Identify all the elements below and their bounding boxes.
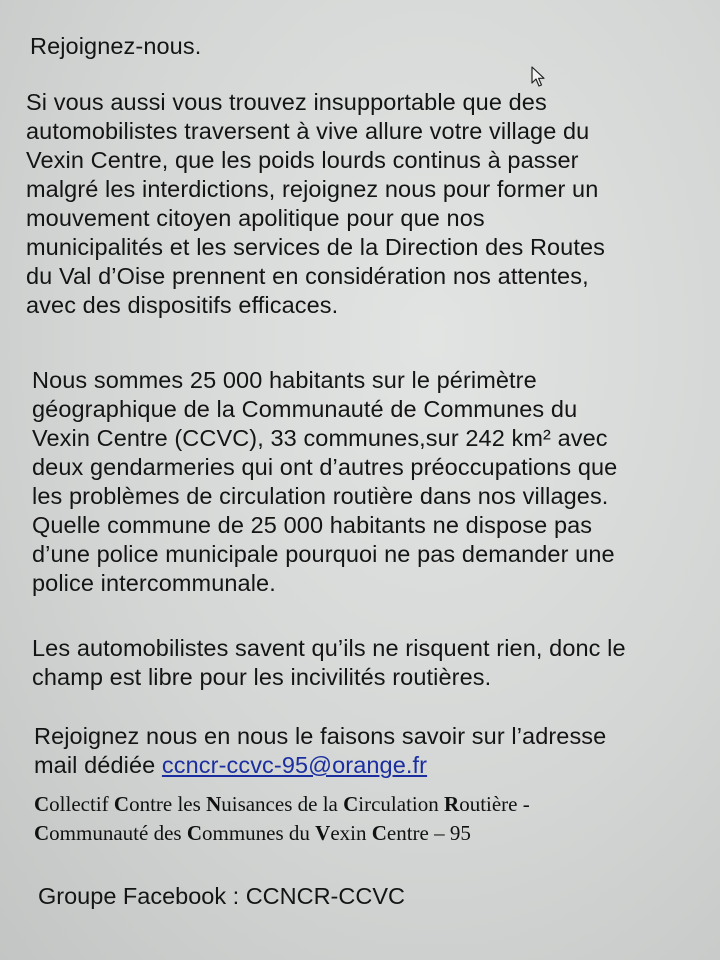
signature-initial: C [343, 792, 359, 816]
paragraph-2-line: Nous sommes 25 000 habitants sur le périmètre [32, 367, 537, 393]
paragraph-2-line: Vexin Centre (CCVC), 33 communes,sur 242 km² avec [32, 425, 608, 451]
signature-initial: N [206, 792, 222, 816]
greeting-text: Rejoignez-nous. [30, 33, 202, 59]
mouse-pointer-icon [531, 66, 547, 88]
signature-word: ontre les [129, 792, 207, 816]
signature-initial: V [315, 821, 331, 845]
signature-initial: C [371, 821, 387, 845]
signature-block [34, 790, 530, 848]
signature-word: outière - [459, 792, 530, 816]
paragraph-1-line: malgré les interdictions, rejoignez nous pour former un [26, 176, 599, 202]
signature-initial: C [34, 792, 50, 816]
paragraph-2-line: géographique de la Communauté de Communes du [32, 396, 578, 422]
paragraph-1 [26, 88, 605, 320]
signature-word: ommunes du [201, 821, 316, 845]
paragraph-1-line: du Val d’Oise prennent en considération nos attentes, [26, 263, 589, 289]
paragraph-2-line: police intercommunale. [32, 570, 276, 596]
paragraph-1-line: Si vous aussi vous trouvez insupportable que des [26, 89, 547, 115]
email-prefix: mail dédiée [34, 752, 162, 778]
signature-initial: C [186, 821, 202, 845]
paragraph-2-line: d’une police municipale pourquoi ne pas demander une [32, 541, 615, 567]
paragraph-1-line: mouvement citoyen apolitique pour que nos [26, 205, 485, 231]
paragraph-3 [32, 634, 626, 692]
signature-word: irculation [358, 792, 445, 816]
signature-word: ollectif [49, 792, 114, 816]
paragraph-4 [34, 722, 606, 780]
paragraph-2 [32, 366, 617, 598]
signature-initial: C [113, 792, 130, 816]
signature-word: uisances de la [221, 792, 344, 816]
paragraph-1-line: avec des dispositifs efficaces. [26, 292, 339, 318]
signature-word: entre – 95 [386, 821, 471, 845]
paragraph-1-line: automobilistes traversent à vive allure votre village du [26, 118, 590, 144]
signature-initial: C [34, 821, 50, 845]
facebook-group-line: Groupe Facebook : CCNCR-CCVC [38, 883, 405, 909]
email-link[interactable]: ccncr-ccvc-95@orange.fr [161, 752, 428, 778]
paragraph-2-line: les problèmes de circulation routière dans nos villages. [32, 483, 609, 509]
signature-word: exin [330, 821, 372, 845]
signature-line-1 [34, 790, 530, 819]
signature-line-2 [34, 819, 530, 848]
paragraph-1-line: municipalités et les services de la Direction des Routes [26, 234, 605, 260]
greeting-line [30, 32, 201, 61]
paragraph-4-line: Rejoignez nous en nous le faisons savoir sur l’adresse [34, 723, 607, 749]
signature-initial: R [444, 792, 460, 816]
signature-word: ommunauté des [49, 821, 187, 845]
paragraph-3-line: Les automobilistes savent qu’ils ne risquent rien, donc le [32, 635, 626, 661]
paragraph-3-line: champ est libre pour les incivilités routières. [32, 664, 492, 690]
paragraph-1-line: Vexin Centre, que les poids lourds continus à passer [26, 147, 579, 173]
paragraph-4-line [34, 751, 606, 780]
paragraph-2-line: deux gendarmeries qui ont d’autres préoccupations que [32, 454, 618, 480]
paragraph-2-line: Quelle commune de 25 000 habitants ne dispose pas [32, 512, 593, 538]
